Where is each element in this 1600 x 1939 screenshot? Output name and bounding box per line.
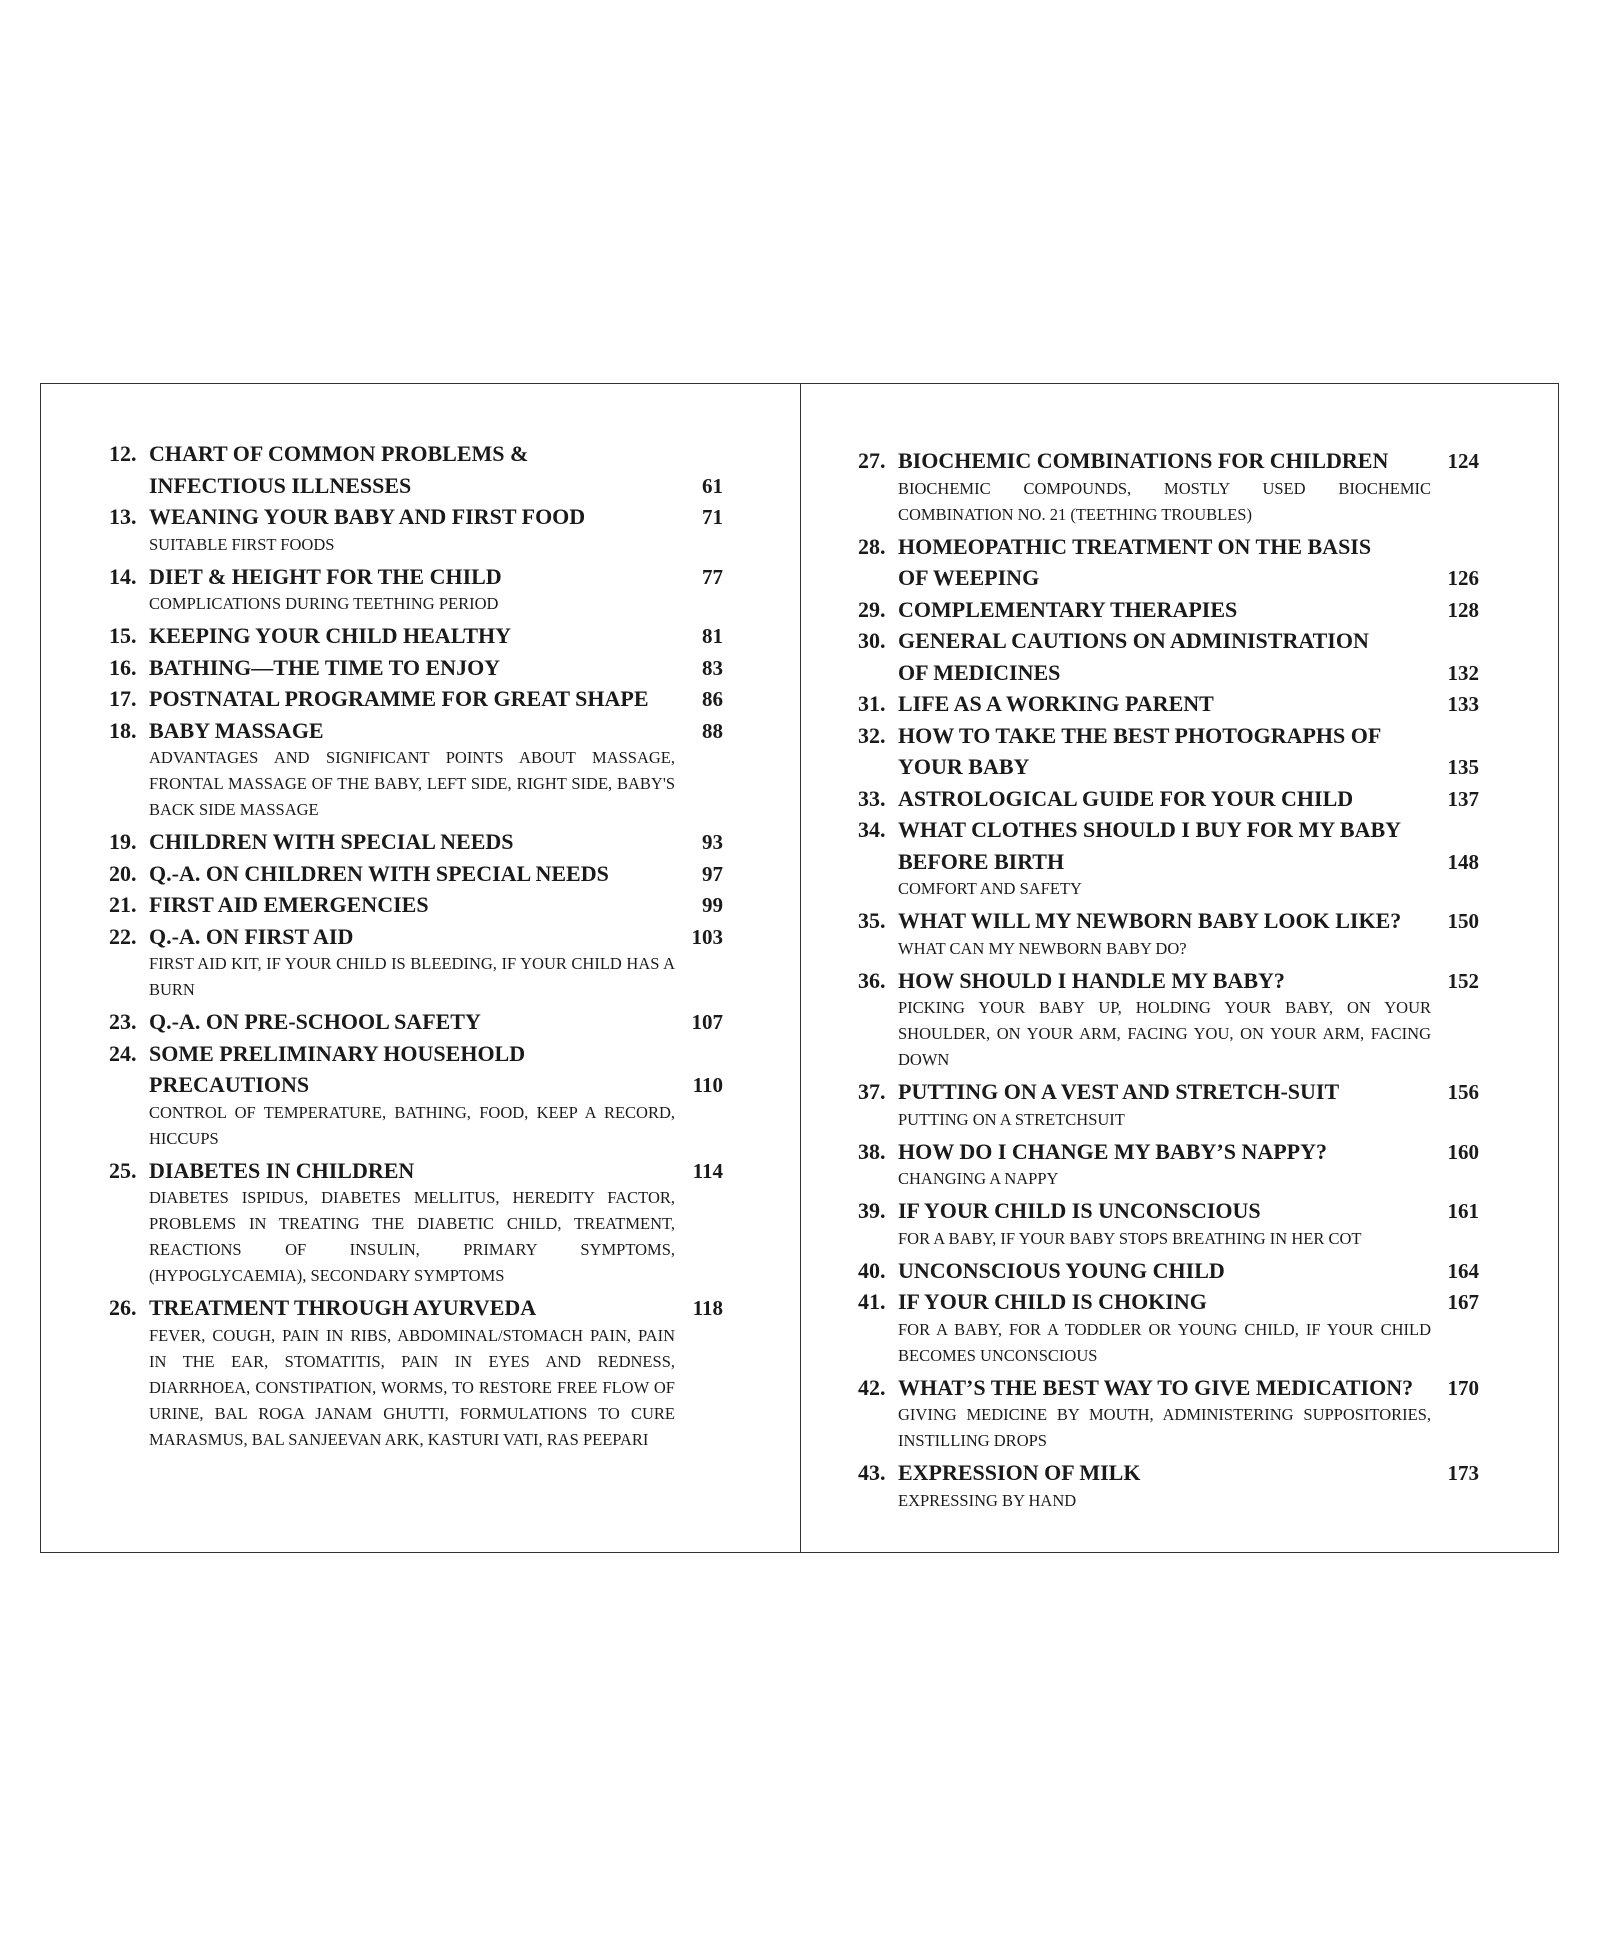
chapter-number: 16.	[109, 654, 137, 680]
chapter-title: CHILDREN WITH SPECIAL NEEDS	[149, 829, 514, 854]
chapter-title: COMPLEMENTARY THERAPIES	[898, 596, 1238, 622]
page-number: 77	[702, 564, 723, 589]
chapter-subtopics: FIRST AID KIT, IF YOUR CHILD IS BLEEDING, IF YOUR CHILD HAS A BURN	[149, 954, 675, 999]
chapter-title: BABY MASSAGE	[149, 717, 324, 743]
chapter-subtopics: FOR A BABY, IF YOUR BABY STOPS BREATHING IN HER COT	[898, 1228, 1362, 1248]
page-number: 173	[1447, 1461, 1479, 1485]
chapter-title: Q.-A. ON FIRST AID	[149, 923, 354, 949]
chapter-number: 27.	[858, 448, 886, 473]
page-number: 133	[1447, 692, 1479, 716]
chapter-subtopics: PUTTING ON A STRETCHSUIT	[898, 1109, 1125, 1129]
chapter-title: ASTROLOGICAL GUIDE FOR YOUR CHILD	[898, 785, 1354, 811]
chapter-title: OF WEEPING	[898, 565, 1040, 590]
chapter-title: Q.-A. ON PRE-SCHOOL SAFETY	[149, 1009, 481, 1034]
chapter-title: CHART OF COMMON PROBLEMS &	[149, 441, 529, 466]
page-divider	[800, 384, 801, 1552]
chapter-title: DIABETES IN CHILDREN	[149, 1157, 415, 1183]
chapter-title: UNCONSCIOUS YOUNG CHILD	[898, 1257, 1225, 1283]
chapter-title: OF MEDICINES	[898, 659, 1061, 685]
chapter-number: 34.	[858, 817, 886, 842]
chapter-title: HOW DO I CHANGE MY BABY’S NAPPY?	[898, 1138, 1328, 1164]
chapter-title: WEANING YOUR BABY AND FIRST FOOD	[149, 504, 586, 529]
chapter-title: LIFE AS A WORKING PARENT	[898, 691, 1214, 716]
toc-entry[interactable]	[858, 445, 1479, 528]
chapter-subtopics: DIABETES ISPIDUS, DIABETES MELLITUS, HEREDITY FACTOR, PROBLEMS IN TREATING THE DIABETIC CHILD, TREATMENT, REACTIONS OF INSULIN, PRIMARY SYMPTOMS, (HYPOGLYCAEMIA), SECONDARY SYMPTOMS	[149, 1188, 675, 1285]
chapter-number: 23.	[109, 1009, 137, 1034]
toc-entry[interactable]	[858, 594, 1479, 626]
page-number: 93	[702, 830, 723, 854]
chapter-title: DIET & HEIGHT FOR THE CHILD	[149, 563, 502, 589]
chapter-title: BIOCHEMIC COMBINATIONS FOR CHILDREN	[898, 448, 1389, 473]
chapter-title: FIRST AID EMERGENCIES	[149, 892, 429, 917]
chapter-number: 43.	[858, 1460, 886, 1485]
chapter-number: 12.	[109, 441, 137, 466]
page-number: 135	[1447, 755, 1479, 779]
chapter-subtopics: GIVING MEDICINE BY MOUTH, ADMINISTERING SUPPOSITORIES, INSTILLING DROPS	[898, 1405, 1431, 1450]
toc-entry[interactable]	[858, 531, 1479, 594]
book-spread	[40, 383, 1559, 1553]
toc-entry[interactable]	[109, 858, 723, 890]
chapter-subtopics: EXPRESSING BY HAND	[898, 1490, 1077, 1510]
chapter-number: 28.	[858, 533, 886, 559]
chapter-number: 37.	[858, 1079, 886, 1104]
chapter-title: WHAT CLOTHES SHOULD I BUY FOR MY BABY	[898, 817, 1402, 842]
chapter-number: 32.	[858, 722, 886, 748]
chapter-title: INFECTIOUS ILLNESSES	[149, 472, 412, 498]
toc-entry[interactable]	[109, 501, 723, 558]
toc-entry[interactable]	[858, 720, 1479, 783]
page-number: 152	[1447, 968, 1479, 993]
left-page-contents	[109, 438, 723, 1456]
chapter-title: HOW SHOULD I HANDLE MY BABY?	[898, 967, 1285, 993]
page-number: 114	[692, 1158, 723, 1183]
toc-entry[interactable]	[109, 561, 723, 618]
toc-entry[interactable]	[858, 1255, 1479, 1287]
chapter-number: 15.	[109, 623, 137, 648]
toc-entry[interactable]	[858, 965, 1479, 1074]
chapter-subtopics: PICKING YOUR BABY UP, HOLDING YOUR BABY, ON YOUR SHOULDER, ON YOUR ARM, FACING YOU, ON YOUR ARM, FACING DOWN	[898, 998, 1431, 1069]
chapter-number: 33.	[858, 785, 886, 811]
toc-entry[interactable]	[109, 1006, 723, 1038]
toc-entry[interactable]	[109, 1155, 723, 1290]
chapter-subtopics: FOR A BABY, FOR A TODDLER OR YOUNG CHILD, IF YOUR CHILD BECOMES UNCONSCIOUS	[898, 1319, 1431, 1365]
chapter-subtopics: WHAT CAN MY NEWBORN BABY DO?	[898, 938, 1187, 958]
toc-entry[interactable]	[858, 1457, 1479, 1514]
chapter-title: HOMEOPATHIC TREATMENT ON THE BASIS	[898, 533, 1372, 559]
chapter-number: 40.	[858, 1257, 886, 1283]
page-number: 167	[1447, 1290, 1479, 1314]
toc-entry[interactable]	[858, 1076, 1479, 1133]
toc-entry[interactable]	[858, 625, 1479, 688]
toc-entry[interactable]	[109, 889, 723, 921]
page-number: 161	[1447, 1199, 1479, 1223]
chapter-subtopics: CONTROL OF TEMPERATURE, BATHING, FOOD, KEEP A RECORD, HICCUPS	[149, 1102, 675, 1148]
chapter-number: 14.	[109, 563, 137, 589]
chapter-title: SOME PRELIMINARY HOUSEHOLD	[149, 1040, 526, 1066]
chapter-title: EXPRESSION OF MILK	[898, 1460, 1141, 1485]
chapter-number: 13.	[109, 504, 137, 529]
right-page-contents	[858, 445, 1479, 1517]
page-number: 170	[1447, 1375, 1479, 1400]
chapter-number: 18.	[109, 717, 137, 743]
page-number: 137	[1447, 786, 1479, 811]
chapter-number: 41.	[858, 1289, 886, 1314]
chapter-title: GENERAL CAUTIONS ON ADMINISTRATION	[898, 628, 1369, 653]
page-number: 164	[1447, 1258, 1479, 1283]
chapter-number: 30.	[858, 628, 886, 653]
chapter-number: 17.	[109, 686, 137, 711]
toc-entry[interactable]	[109, 1292, 723, 1453]
chapter-number: 26.	[109, 1295, 137, 1320]
page-number: 156	[1447, 1080, 1479, 1104]
toc-entry[interactable]	[109, 620, 723, 652]
chapter-number: 19.	[109, 829, 137, 854]
chapter-title: BEFORE BIRTH	[898, 848, 1065, 874]
chapter-number: 21.	[109, 892, 137, 917]
chapter-title: POSTNATAL PROGRAMME FOR GREAT SHAPE	[149, 686, 649, 711]
chapter-title: KEEPING YOUR CHILD HEALTHY	[149, 623, 512, 648]
page-number: 107	[691, 1010, 723, 1034]
chapter-title: PRECAUTIONS	[149, 1072, 310, 1097]
page-number: 88	[702, 718, 723, 743]
toc-entry[interactable]	[109, 1038, 723, 1152]
chapter-subtopics: SUITABLE FIRST FOODS	[149, 534, 335, 554]
page-number: 150	[1447, 909, 1479, 933]
chapter-title: IF YOUR CHILD IS UNCONSCIOUS	[898, 1198, 1261, 1223]
toc-entry[interactable]	[858, 905, 1479, 962]
chapter-number: 36.	[858, 967, 886, 993]
chapter-title: YOUR BABY	[898, 754, 1030, 779]
toc-entry[interactable]	[109, 921, 723, 1004]
toc-entry[interactable]	[109, 652, 723, 684]
chapter-subtopics: ADVANTAGES AND SIGNIFICANT POINTS ABOUT MASSAGE, FRONTAL MASSAGE OF THE BABY, LEFT SIDE, RIGHT SIDE, BABY'S BACK SIDE MASSAGE	[149, 748, 675, 819]
chapter-number: 38.	[858, 1138, 886, 1164]
page-number: 71	[702, 505, 723, 529]
page-number: 61	[702, 473, 723, 498]
toc-entry[interactable]	[109, 438, 723, 501]
chapter-title: PUTTING ON A VEST AND STRETCH-SUIT	[898, 1079, 1340, 1104]
chapter-title: WHAT’S THE BEST WAY TO GIVE MEDICATION?	[898, 1374, 1414, 1400]
page-number: 103	[691, 924, 723, 949]
chapter-number: 22.	[109, 923, 137, 949]
toc-entry[interactable]	[858, 1372, 1479, 1455]
toc-entry[interactable]	[109, 715, 723, 824]
page-number: 160	[1447, 1139, 1479, 1164]
chapter-title: IF YOUR CHILD IS CHOKING	[898, 1289, 1207, 1314]
page-number: 126	[1447, 566, 1479, 590]
chapter-title: Q.-A. ON CHILDREN WITH SPECIAL NEEDS	[149, 860, 609, 886]
toc-entry[interactable]	[858, 688, 1479, 720]
page-number: 97	[702, 861, 723, 886]
chapter-subtopics: BIOCHEMIC COMPOUNDS, MOSTLY USED BIOCHEMIC COMBINATION NO. 21 (TEETHING TROUBLES)	[898, 478, 1431, 524]
page-number: 132	[1447, 660, 1479, 685]
chapter-subtopics: COMFORT AND SAFETY	[898, 879, 1082, 898]
chapter-title: HOW TO TAKE THE BEST PHOTOGRAPHS OF	[898, 722, 1382, 748]
toc-entry[interactable]	[858, 1286, 1479, 1369]
page-number: 110	[692, 1073, 723, 1097]
chapter-subtopics: COMPLICATIONS DURING TEETHING PERIOD	[149, 594, 499, 613]
toc-entry[interactable]	[858, 1195, 1479, 1252]
toc-entry[interactable]	[858, 783, 1479, 815]
chapter-number: 25.	[109, 1157, 137, 1183]
page-number: 118	[692, 1296, 723, 1320]
toc-entry[interactable]	[109, 826, 723, 858]
chapter-number: 20.	[109, 860, 137, 886]
chapter-number: 42.	[858, 1374, 886, 1400]
chapter-number: 31.	[858, 691, 886, 716]
chapter-subtopics: CHANGING A NAPPY	[898, 1169, 1059, 1188]
chapter-title: BATHING—THE TIME TO ENJOY	[149, 654, 501, 680]
page-number: 128	[1447, 597, 1479, 622]
page-number: 86	[702, 687, 723, 711]
chapter-number: 35.	[858, 908, 886, 933]
chapter-number: 39.	[858, 1198, 886, 1223]
chapter-title: WHAT WILL MY NEWBORN BABY LOOK LIKE?	[898, 908, 1402, 933]
page-number: 148	[1447, 849, 1479, 874]
chapter-subtopics: FEVER, COUGH, PAIN IN RIBS, ABDOMINAL/STOMACH PAIN, PAIN IN THE EAR, STOMATITIS, PAIN IN EYES AND REDNESS, DIARRHOEA, CONSTIPATION, WORMS, TO RESTORE FREE FLOW OF URINE, BAL ROGA JANAM GHUTTI, FORMULATIONS TO CURE MARASMUS, BAL SANJEEVAN ARK, KASTURI VATI, RAS PEEPARI	[149, 1325, 675, 1449]
toc-entry[interactable]	[858, 1136, 1479, 1193]
chapter-title: TREATMENT THROUGH AYURVEDA	[149, 1295, 537, 1320]
page-number: 99	[702, 893, 723, 917]
toc-entry[interactable]	[858, 814, 1479, 902]
page-number: 81	[702, 624, 723, 648]
chapter-number: 24.	[109, 1040, 137, 1066]
page-number: 83	[702, 655, 723, 680]
page-number: 124	[1447, 449, 1479, 473]
toc-entry[interactable]	[109, 683, 723, 715]
chapter-number: 29.	[858, 596, 886, 622]
